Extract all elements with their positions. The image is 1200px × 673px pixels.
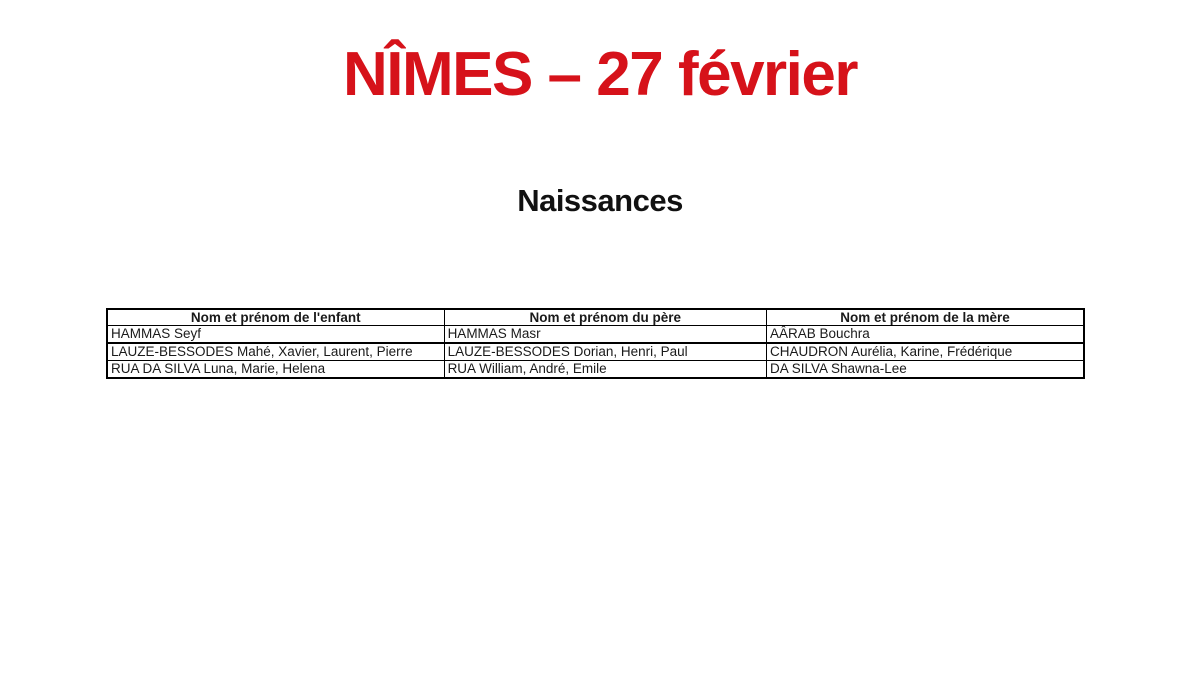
table-row xyxy=(107,343,1084,361)
cell-mother-name: CHAUDRON Aurélia, Karine, Frédérique xyxy=(766,343,1084,361)
cell-father-name: HAMMAS Masr xyxy=(444,326,766,344)
table-row xyxy=(107,361,1084,379)
cell-mother-name: DA SILVA Shawna-Lee xyxy=(766,361,1084,379)
section-subtitle-naissances: Naissances xyxy=(517,183,683,218)
cell-father-name: LAUZE-BESSODES Dorian, Henri, Paul xyxy=(444,343,766,361)
column-header-child: Nom et prénom de l'enfant xyxy=(107,309,444,326)
births-table xyxy=(106,308,1085,379)
cell-child-name: LAUZE-BESSODES Mahé, Xavier, Laurent, Pierre xyxy=(107,343,444,361)
cell-child-name: HAMMAS Seyf xyxy=(107,326,444,344)
column-header-mother: Nom et prénom de la mère xyxy=(766,309,1084,326)
table-row xyxy=(107,326,1084,344)
cell-father-name: RUA William, André, Emile xyxy=(444,361,766,379)
table-header-row xyxy=(107,309,1084,326)
cell-mother-name: AÂRAB Bouchra xyxy=(766,326,1084,344)
page-title: NÎMES – 27 février xyxy=(342,40,858,109)
column-header-father: Nom et prénom du père xyxy=(444,309,766,326)
cell-child-name: RUA DA SILVA Luna, Marie, Helena xyxy=(107,361,444,379)
births-table-container xyxy=(106,308,1085,379)
